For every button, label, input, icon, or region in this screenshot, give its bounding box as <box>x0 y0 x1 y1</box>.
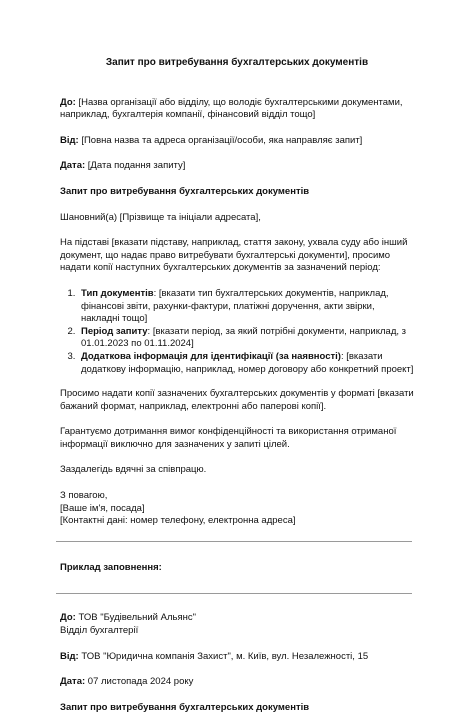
date-label: Дата: <box>60 160 86 172</box>
example-date-block <box>60 676 414 689</box>
intro-paragraph: На підставі [вказати підставу, наприклад, стаття закону, ухвала суду або інший документ, що надає право витребувати бухгалтерські документи], просимо надати копії наступних бухгалтерських документів за зазначений період: <box>60 237 408 274</box>
item-text: : [вказати період, за який потрібні документи, наприклад, з 01.01.2023 по 01.11.2024] <box>81 325 406 350</box>
document-title: Запит про витребування бухгалтерських документів <box>105 57 369 68</box>
from-text: [Повна назва та адреса організації/особи, яка направляє запит] <box>81 134 363 146</box>
example-to-label: До: <box>60 612 76 624</box>
item-label: Додаткова інформація для ідентифікації (за наявності) <box>81 350 341 362</box>
example-to-block <box>60 612 414 637</box>
example-date-text: 07 листопада 2024 року <box>87 676 194 688</box>
from-block <box>60 135 414 148</box>
signature-name: [Ваше ім'я, посада] <box>60 502 145 514</box>
item-label: Період запиту <box>81 325 148 337</box>
example-to-line1: ТОВ "Будівельний Альянс" <box>78 612 196 624</box>
document-list <box>60 288 414 376</box>
thanks-paragraph: Заздалегідь вдячні за співпрацю. <box>60 464 207 476</box>
to-text: [Назва організації або відділу, що володіє бухгалтерськими документами, наприклад, бухгалтерія компанії, фінансовий відділ тощо] <box>60 96 403 121</box>
signature-contacts: [Контактні дані: номер телефону, електронна адреса] <box>60 515 296 527</box>
example-from-text: ТОВ "Юридична компанія Захист", м. Київ, вул. Незалежності, 15 <box>81 650 369 662</box>
item-text: : [вказати додаткову інформацію, наприклад, номер договору або конкретний проект] <box>81 350 414 375</box>
list-item <box>78 288 414 326</box>
to-block <box>60 97 414 122</box>
section-divider <box>56 541 412 542</box>
format-request-paragraph: Просимо надати копії зазначених бухгалтерських документів у форматі [вказати бажаний формат, наприклад, електронні або паперові копії]. <box>60 388 414 412</box>
example-heading: Приклад заповнення: <box>60 561 162 573</box>
example-from-block <box>60 651 414 664</box>
date-block <box>60 160 414 173</box>
date-text: [Дата подання запиту] <box>87 160 186 172</box>
example-to-line2: Відділ бухгалтерії <box>60 625 139 637</box>
example-date-label: Дата: <box>60 676 86 688</box>
list-item <box>78 326 414 351</box>
item-label: Тип документів <box>81 287 154 299</box>
from-label: Від: <box>60 134 79 146</box>
item-text: : [вказати тип бухгалтерських документів, наприклад, фінансові звіти, рахунки-фактури, платіжні доручення, акти звірки, накладні тощо] <box>81 287 389 325</box>
example-subject-heading: Запит про витребування бухгалтерських документів <box>60 701 310 713</box>
signature-closing: З повагою, <box>60 490 108 502</box>
to-label: До: <box>60 96 76 108</box>
section-divider <box>56 593 412 594</box>
confidentiality-paragraph: Гарантуємо дотримання вимог конфіденційності та використання отриманої інформації виключно для зазначених у запиті цілей. <box>60 426 397 450</box>
signature-block <box>60 490 414 528</box>
list-item <box>78 351 414 376</box>
example-from-label: Від: <box>60 650 79 662</box>
subject-heading: Запит про витребування бухгалтерських документів <box>60 185 310 197</box>
greeting: Шановний(а) [Прізвище та ініціали адресата], <box>60 211 261 223</box>
